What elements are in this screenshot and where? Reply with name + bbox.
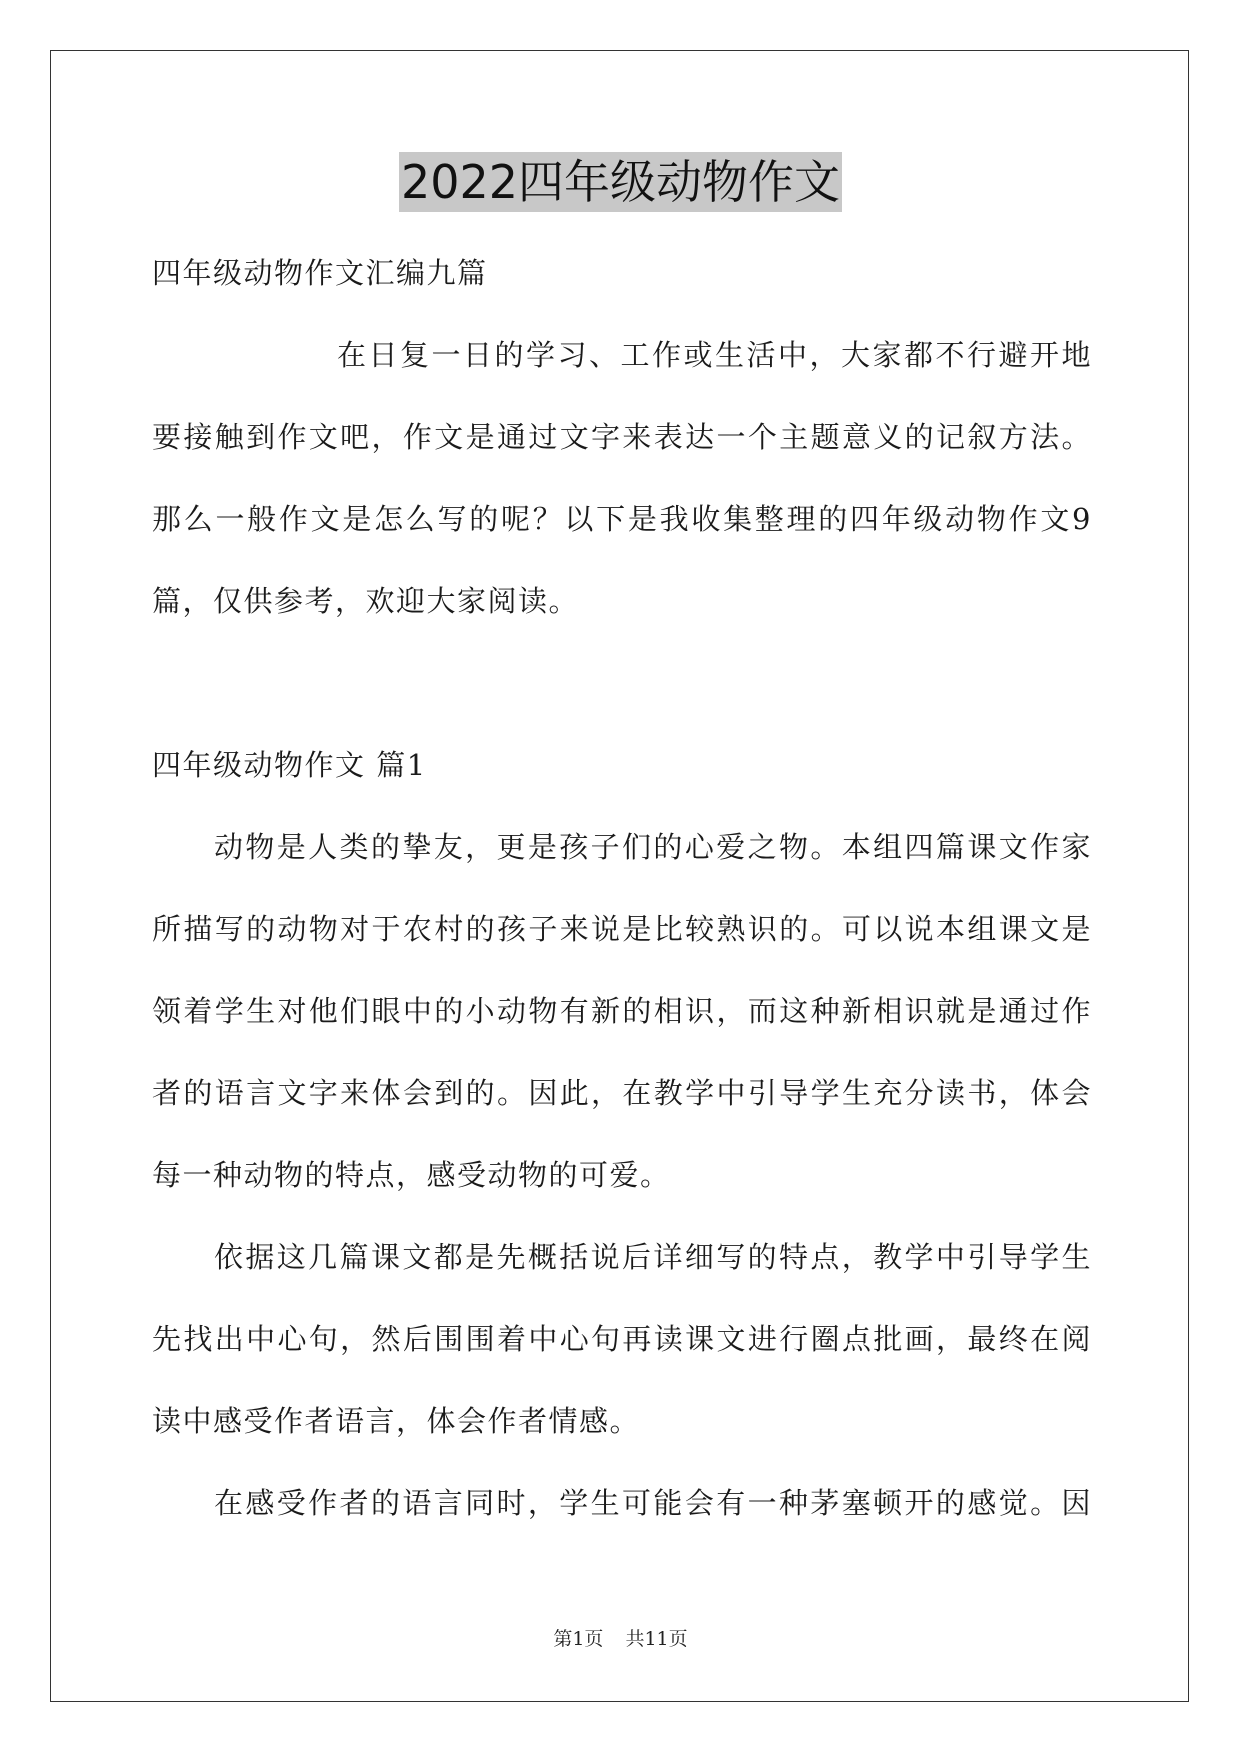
intro-line-4: 篇，仅供参考，欢迎大家阅读。 bbox=[152, 584, 580, 618]
intro-line-2: 要接触到作文吧，作文是通过文字来表达一个主题意义的记叙方法。 bbox=[152, 420, 1092, 454]
page-number: 第1页 bbox=[553, 1628, 604, 1650]
document-title: 2022四年级动物作文 bbox=[399, 152, 842, 212]
paragraph-3-line-1: 在感受作者的语言同时，学生可能会有一种茅塞顿开的感觉。因 bbox=[214, 1486, 1092, 1520]
subtitle-line: 四年级动物作文汇编九篇 bbox=[152, 256, 488, 290]
paragraph-gap bbox=[152, 642, 1092, 724]
paragraph-2-line-2: 先找出中心句，然后围围着中心句再读课文进行圈点批画，最终在阅 bbox=[152, 1322, 1092, 1356]
paragraph-1-line-1: 动物是人类的挚友，更是孩子们的心爱之物。本组四篇课文作家 bbox=[214, 830, 1092, 864]
intro-line-1: 在日复一日的学习、工作或生活中，大家都不行避开地 bbox=[337, 338, 1092, 372]
page-total: 共11页 bbox=[625, 1628, 688, 1650]
page-footer bbox=[0, 1624, 1241, 1651]
title-container bbox=[0, 152, 1241, 212]
paragraph-1-line-5: 每一种动物的特点，感受动物的可爱。 bbox=[152, 1158, 671, 1192]
paragraph-2-line-3: 读中感受作者语言，体会作者情感。 bbox=[152, 1404, 641, 1438]
intro-line-3: 那么一般作文是怎么写的呢？以下是我收集整理的四年级动物作文9 bbox=[152, 502, 1092, 536]
paragraph-1-line-3: 领着学生对他们眼中的小动物有新的相识，而这种新相识就是通过作 bbox=[152, 994, 1092, 1028]
section-heading: 四年级动物作文 篇1 bbox=[152, 748, 427, 782]
paragraph-1-line-4: 者的语言文字来体会到的。因此，在教学中引导学生充分读书，体会 bbox=[152, 1076, 1092, 1110]
document-body bbox=[152, 232, 1092, 1544]
paragraph-2-line-1: 依据这几篇课文都是先概括说后详细写的特点，教学中引导学生 bbox=[214, 1240, 1092, 1274]
paragraph-1-line-2: 所描写的动物对于农村的孩子来说是比较熟识的。可以说本组课文是 bbox=[152, 912, 1092, 946]
